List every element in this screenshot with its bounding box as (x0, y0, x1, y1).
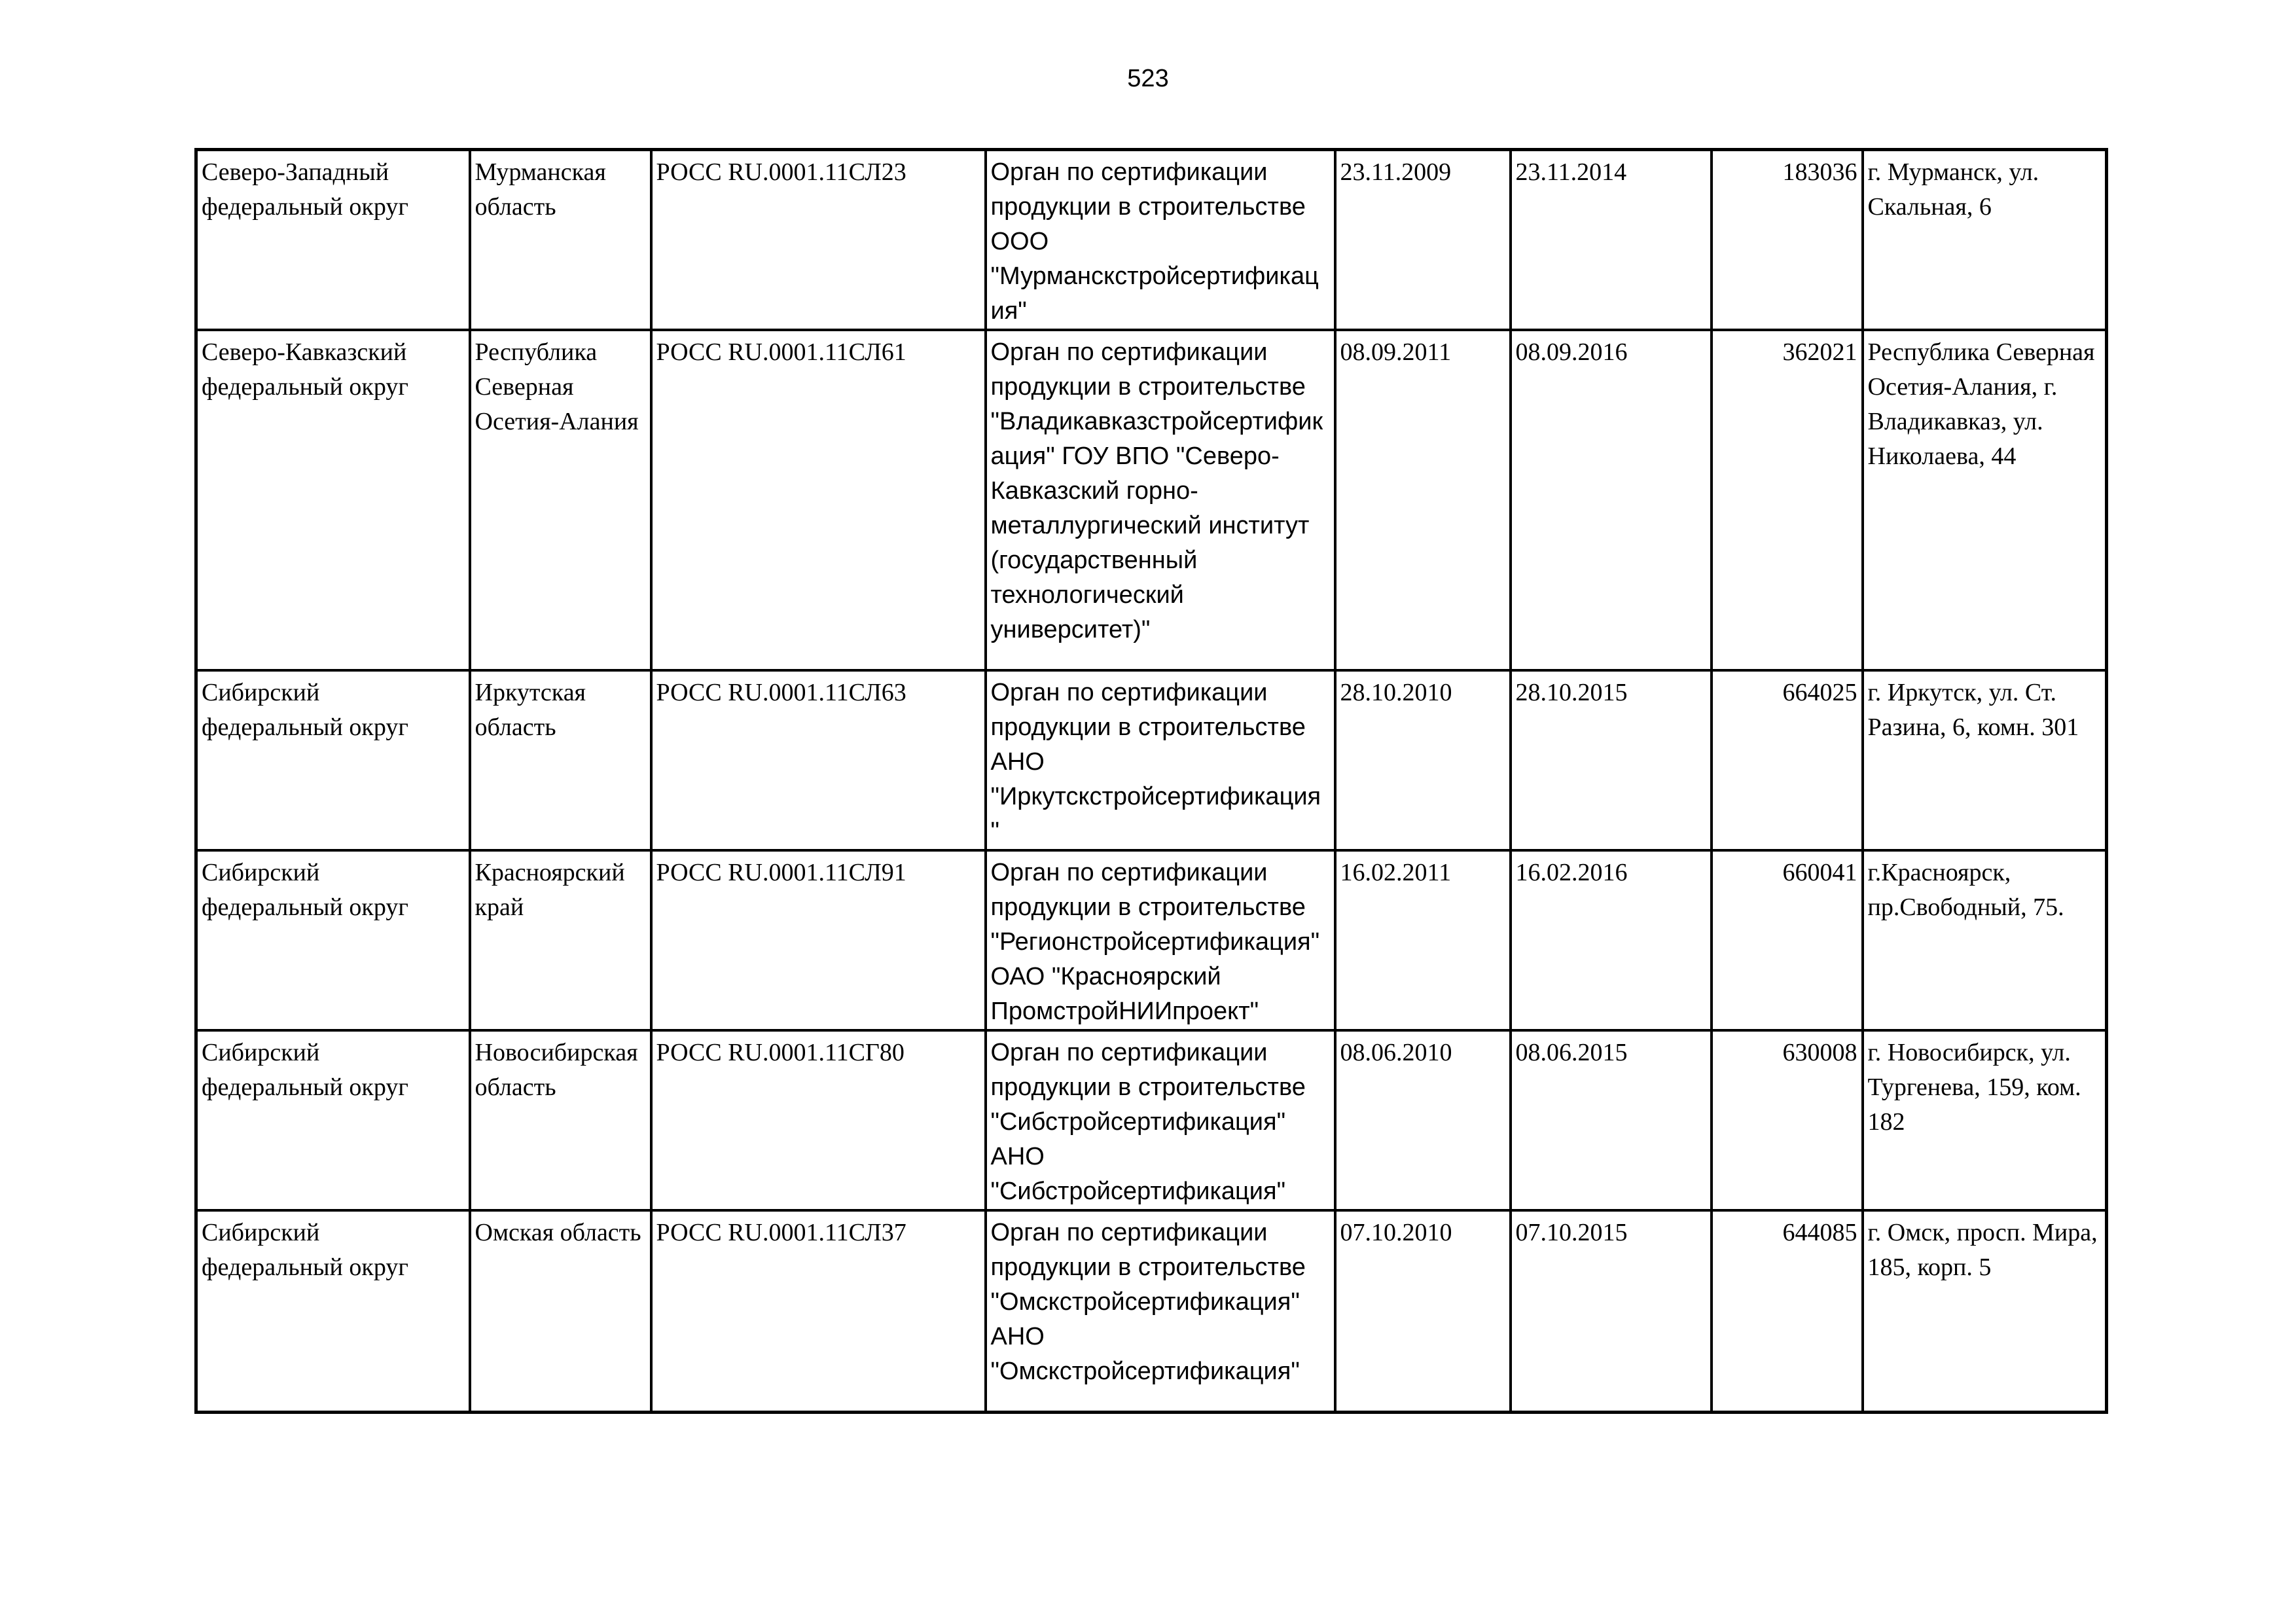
address-cell: г.Красноярск, пр.Свободный, 75. (1863, 850, 2107, 1030)
registration-number-cell: РОСС RU.0001.11СЛ91 (651, 850, 986, 1030)
district-cell: Северо-Кавказский федеральный округ (196, 330, 470, 670)
date-from-cell: 16.02.2011 (1335, 850, 1511, 1030)
table-row (196, 330, 2107, 670)
registration-number-cell: РОСС RU.0001.11СЛ23 (651, 150, 986, 331)
table-row (196, 670, 2107, 850)
address-cell: г. Иркутск, ул. Ст. Разина, 6, комн. 301 (1863, 670, 2107, 850)
date-to-cell: 28.10.2015 (1511, 670, 1712, 850)
registration-number-cell: РОСС RU.0001.11СЛ61 (651, 330, 986, 670)
district-cell: Северо-Западный федеральный округ (196, 150, 470, 331)
postal-index-cell: 664025 (1712, 670, 1863, 850)
address-cell: г. Мурманск, ул. Скальная, 6 (1863, 150, 2107, 331)
organization-cell: Орган по сертификации продукции в строительстве "Сибстройсертификация" АНО "Сибстройсертификация" (986, 1030, 1335, 1210)
region-cell: Красноярский край (470, 850, 651, 1030)
district-cell: Сибирский федеральный округ (196, 1030, 470, 1210)
table-row (196, 150, 2107, 331)
registration-number-cell: РОСС RU.0001.11СЛ63 (651, 670, 986, 850)
organization-cell: Орган по сертификации продукции в строительстве "Регионстройсертификация" ОАО "Красноярский ПромстройНИИпроект" (986, 850, 1335, 1030)
date-to-cell: 16.02.2016 (1511, 850, 1712, 1030)
date-from-cell: 08.09.2011 (1335, 330, 1511, 670)
registration-number-cell: РОСС RU.0001.11СГ80 (651, 1030, 986, 1210)
table-row (196, 850, 2107, 1030)
date-to-cell: 08.09.2016 (1511, 330, 1712, 670)
district-cell: Сибирский федеральный округ (196, 1210, 470, 1413)
date-from-cell: 23.11.2009 (1335, 150, 1511, 331)
date-from-cell: 28.10.2010 (1335, 670, 1511, 850)
region-cell: Мурманская область (470, 150, 651, 331)
district-cell: Сибирский федеральный округ (196, 670, 470, 850)
postal-index-cell: 630008 (1712, 1030, 1863, 1210)
organization-cell: Орган по сертификации продукции в строительстве "Омскстройсертификация" АНО "Омскстройсертификация" (986, 1210, 1335, 1413)
postal-index-cell: 644085 (1712, 1210, 1863, 1413)
address-cell: г. Омск, просп. Мира, 185, корп. 5 (1863, 1210, 2107, 1413)
region-cell: Республика Северная Осетия-Алания (470, 330, 651, 670)
table-row (196, 1210, 2107, 1413)
region-cell: Иркутская область (470, 670, 651, 850)
organization-cell: Орган по сертификации продукции в строительстве "Владикавказстройсертификация" ГОУ ВПО "Северо-Кавказский горно-металлургический институт (государственный технологический университет)" (986, 330, 1335, 670)
date-from-cell: 07.10.2010 (1335, 1210, 1511, 1413)
date-to-cell: 08.06.2015 (1511, 1030, 1712, 1210)
date-to-cell: 07.10.2015 (1511, 1210, 1712, 1413)
page-number: 523 (1127, 65, 1169, 92)
table-row (196, 1030, 2107, 1210)
address-cell: г. Новосибирск, ул. Тургенева, 159, ком. 182 (1863, 1030, 2107, 1210)
date-from-cell: 08.06.2010 (1335, 1030, 1511, 1210)
certification-bodies-table (194, 148, 2108, 1414)
date-to-cell: 23.11.2014 (1511, 150, 1712, 331)
registration-number-cell: РОСС RU.0001.11СЛ37 (651, 1210, 986, 1413)
region-cell: Новосибирская область (470, 1030, 651, 1210)
district-cell: Сибирский федеральный округ (196, 850, 470, 1030)
region-cell: Омская область (470, 1210, 651, 1413)
organization-cell: Орган по сертификации продукции в строительстве ООО "Мурманскстройсертификация" (986, 150, 1335, 331)
organization-cell: Орган по сертификации продукции в строительстве АНО "Иркутскстройсертификация" (986, 670, 1335, 850)
postal-index-cell: 183036 (1712, 150, 1863, 331)
address-cell: Республика Северная Осетия-Алания, г. Владикавказ, ул. Николаева, 44 (1863, 330, 2107, 670)
postal-index-cell: 660041 (1712, 850, 1863, 1030)
postal-index-cell: 362021 (1712, 330, 1863, 670)
